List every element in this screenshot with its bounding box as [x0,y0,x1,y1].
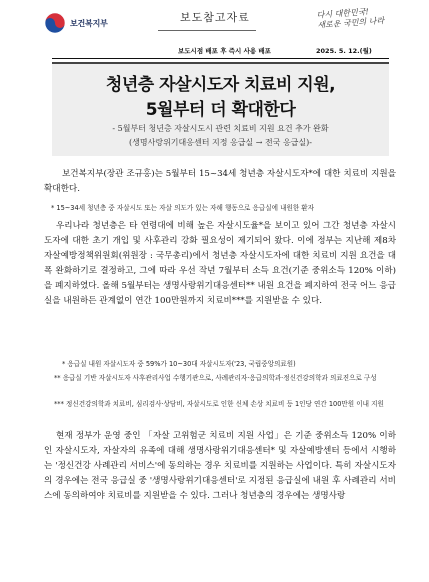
ministry-name: 보건복지부 [70,18,108,28]
footnote-treatment-cost: *** 정신건강의학과 치료비, 심리검사·상담비, 자살시도로 인한 신체 손상 치료비 등 1인당 연간 100만원 이내 지원 [54,400,384,408]
embargo-text: 보도시점 배포 후 즉시 사용 배포 [178,47,271,55]
paragraph-current-program: 현재 정부가 운영 중인 「자살 고위험군 치료비 지원 사업」은 기준 중위소득 120% 이하인 자살시도자, 자살자의 유족에 대해 생명사랑위기대응센터* 및 자살예방센터 등에서 시행하는 '정신건강 사례관리 서비스'에 동의하는 경우 치료비를 지원하는 사업이다. 특히 자살시도자의 경우에는 전국 응급실 중 '생명사랑위기대응센터'로 지정된 응급실에 내원 후 사례관리 서비스에 동의하여야 치료비를 지원받을 수 있다. 그러나 청년층의 경우에는 생명사랑 [44,431,396,501]
document-type: 보도참고자료 [180,11,250,24]
ministry-logo [44,12,108,34]
slogan-line1: 다시 대한민국! [316,7,370,20]
title-box [52,62,389,156]
page-title-line1: 청년층 자살시도자 치료비 지원, [105,75,336,95]
release-date: 2025. 5. 12.(월) [316,47,372,55]
header-divider [158,30,256,31]
document-header [0,0,429,42]
subtitle-line2: (생명사랑위기대응센터 지정 응급실 → 전국 응급실)- [129,138,312,147]
slogan-line2: 새로운 국민의 나라 [317,16,385,30]
slogan [316,5,397,31]
footnote-target-definition: * 15~34세 청년층 중 자살시도 또는 자살 의도가 있는 자해 행동으로 응급실에 내원한 환자 [51,204,315,212]
footnote-attempt-rate: * 응급실 내원 자살시도자 중 59%가 10~30대 자살시도자('23, 국립중앙의료원) [62,360,296,368]
taegeuk-logo-icon [44,12,66,34]
paragraph-intro: 보건복지부(장관 조규홍)는 5월부터 15~34세 청년층 자살시도자*에 대한 치료비 지원을 확대한다. [44,169,396,194]
subtitle-line1: - 5월부터 청년층 자살시도시 관련 치료비 지원 요건 추가 완화 [112,124,329,133]
footnote-crisis-center: ** 응급실 기반 자살시도자 사후관리사업 수행기관으로, 사례관리자·응급의학과·정신건강의학과 의료진으로 구성 [54,374,377,382]
page-title-line2: 5월부터 더 확대한다 [145,100,296,120]
paragraph-background: 우리나라 청년층은 타 연령대에 비해 높은 자살시도율*을 보이고 있어 그간 청년층 자살시도자에 대한 초기 개입 및 사후관리 강화 필요성이 제기되어 왔다. 이에 정부는 지난해 제8차 자살예방정책위원회(위원장 : 국무총리)에서 청년층 자살시도자에 대한 치료비 지원 요건을 대폭 완화하기로 결정하고, 그에 따라 우선 작년 7월부터 소득 요건(기준 중위소득 120% 이하)을 폐지하였다. 올해 5월부터는 생명사랑위기대응센터** 내원 요건을 폐지하여 전국 어느 응급실을 내원하든 관계없이 연간 100만원까지 치료비***를 지원받을 수 있다. [44,221,396,306]
